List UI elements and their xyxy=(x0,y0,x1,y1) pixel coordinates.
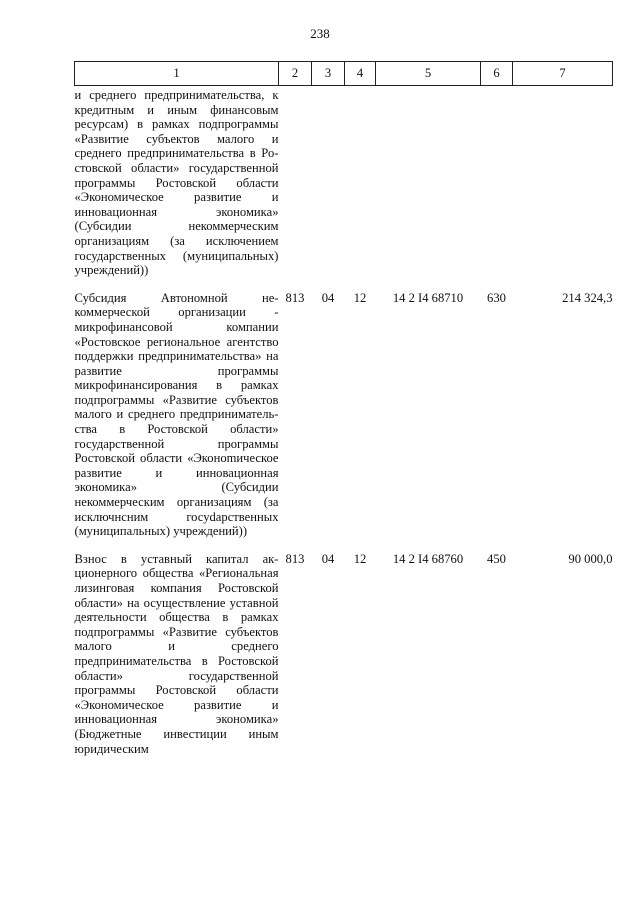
column-header: 3 xyxy=(312,62,345,86)
ministry-code: 813 xyxy=(285,551,305,566)
table-row xyxy=(75,86,613,291)
table-row xyxy=(75,291,613,552)
expense-type-code xyxy=(481,86,513,291)
table-header-row xyxy=(75,62,613,86)
target-article-code: 14 2 I4 68760 xyxy=(392,551,464,566)
amount: 214 324,3 xyxy=(562,290,613,305)
row-description: и среднего предпринимательства, к кредитным и иным финансовым ресурсам) в рамках подпрограммы «Развитие субъектов малого и среднего предпринимательства в Ростовской области» государственной программы Ростовской области «Экономическое развитие и инновационная экономика» (Субсидии некоммерческим организациям (за исключением государственных (муниципальных) учреждений)) xyxy=(74,88,279,278)
column-header: 1 xyxy=(75,62,279,86)
section-code: 04 xyxy=(321,551,335,566)
expense-type-code: 630 xyxy=(487,290,506,305)
target-article-code xyxy=(376,86,481,291)
column-header: 5 xyxy=(376,62,481,86)
column-header: 6 xyxy=(481,62,513,86)
budget-table xyxy=(74,61,613,769)
subsection-code: 12 xyxy=(353,290,367,305)
column-header: 4 xyxy=(345,62,376,86)
amount: 90 000,0 xyxy=(568,551,613,566)
subsection-code xyxy=(345,86,376,291)
ministry-code: 813 xyxy=(285,290,305,305)
row-description: Субсидия Автономной некоммерческой организации - микрофинансовой компании «Ростовское региональное агентство поддержки предпринимательства» на развитие программы микрофинансирования в рамках подпрограммы «Развитие субъектов малого и среднего предпринимательства в Ростовской области» государственной программы Ростовской области «Эконоmическое развитие и инновационная экономика» (Субсидии некоммерческим организациям (за исключнсним госуdарственных (муниципальных) учреждений)) xyxy=(74,290,279,539)
section-code xyxy=(312,86,345,291)
target-article-code: 14 2 I4 68710 xyxy=(392,290,464,305)
section-code: 04 xyxy=(321,290,335,305)
expense-type-code: 450 xyxy=(487,551,506,566)
ministry-code xyxy=(279,86,312,291)
column-header: 2 xyxy=(279,62,312,86)
amount xyxy=(513,86,613,291)
column-header: 7 xyxy=(513,62,613,86)
page-number: 238 xyxy=(310,26,330,41)
row-description: Взнос в уставный капитал акционерного общества «Региональная лизинговая компания Ростовской области» на осуществление уставной деятельности общества в рамках подпрограммы «Развитие субъектов малого и среднего предпринимательства в Ростовской области» государственной программы Ростовской области «Экономическое развитие и инновационная экономика» (Бюджетные инвестиции иным юридическим xyxy=(74,551,279,756)
table-row xyxy=(75,552,613,769)
subsection-code: 12 xyxy=(353,551,367,566)
